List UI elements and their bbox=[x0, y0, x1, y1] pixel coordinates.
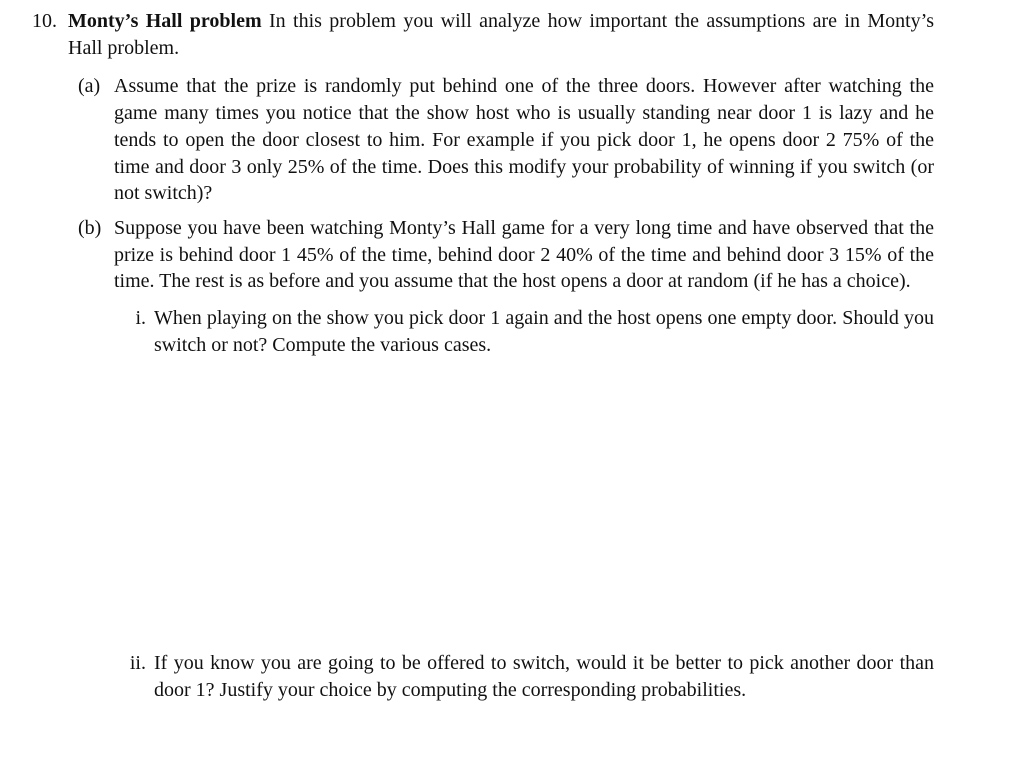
subpart-i-label: i. bbox=[135, 307, 146, 330]
part-b-label: (b) bbox=[78, 216, 102, 239]
subpart-ii-label: ii. bbox=[129, 652, 146, 675]
part-a-text: Assume that the prize is randomly put behind one of the three doors. However after watching the game many times you notice that the show host who is usually standing near door 1 is lazy and he tends to open the door closest to him. For example if you pick door 1, he opens door 2 75% of the time and door 3 only 25% of the time. Does this modify your probability of winning if you switch (or not switch)? bbox=[114, 75, 934, 205]
problem-title: Monty’s Hall problem bbox=[68, 10, 262, 32]
problem-10 bbox=[32, 8, 934, 704]
subpart-i bbox=[135, 305, 934, 358]
problem-intro: In this problem you will analyze how important the assumptions are in Monty’s Hall problem. bbox=[68, 10, 934, 59]
problem-number: 10. bbox=[32, 10, 57, 32]
part-b-text: Suppose you have been watching Monty’s Hall game for a very long time and have observed that the prize is behind door 1 45% of the time, behind door 2 40% of the time and behind door 3 15% of the time. The rest is as before and you assume that the host opens a door at random (if he has a choice). bbox=[114, 216, 934, 293]
subpart-ii bbox=[129, 650, 934, 703]
subpart-i-text: When playing on the show you pick door 1 again and the host opens one empty door. Should you switch or not? Compute the various cases. bbox=[154, 307, 934, 356]
part-b bbox=[78, 215, 934, 704]
problem-header bbox=[32, 8, 934, 61]
part-a-label: (a) bbox=[78, 75, 101, 98]
part-a bbox=[78, 73, 934, 207]
subpart-ii-text: If you know you are going to be offered to switch, would it be better to pick another door than door 1? Justify your choice by computing the corresponding probabilities. bbox=[154, 652, 934, 702]
